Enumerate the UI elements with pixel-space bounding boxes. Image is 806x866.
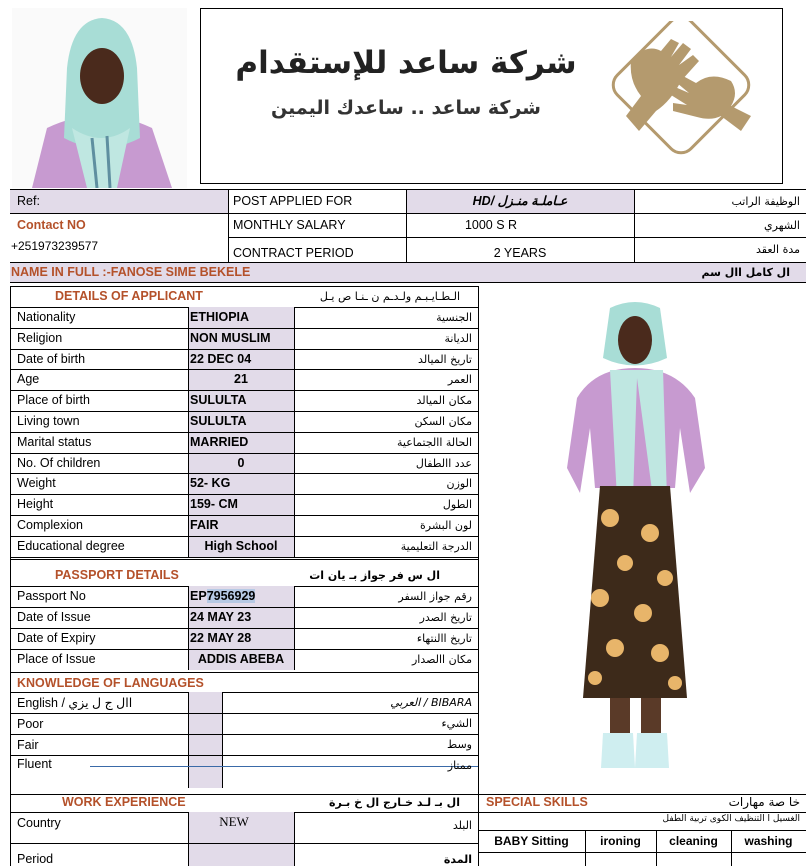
applicant-row-label-ar: مكان السكن [414, 415, 472, 428]
passport-row-label-ar: رقم جواز السفر [398, 590, 472, 603]
applicant-section-title: DETAILS OF APPLICANT [55, 289, 203, 303]
passport-row-value: ADDIS ABEBA [197, 652, 285, 666]
post-value: HD/ عـاملـة منـزل [472, 194, 568, 208]
applicant-row-label: Religion [17, 330, 63, 345]
applicant-row [10, 432, 478, 453]
skills-header-ar: الغسيل ا التنظيف الكوى تربية الطفل [662, 814, 800, 824]
salary-value: 1000 S R [464, 218, 518, 232]
applicant-row-label-ar: الديانة [444, 331, 472, 345]
applicant-row-label-ar: الوزن [446, 477, 472, 491]
passport-number-selected: 7956929 [206, 589, 256, 603]
applicant-row [10, 515, 478, 536]
passport-row-value: 24 MAY 23 [190, 610, 252, 624]
salary-label: MONTHLY SALARY [233, 218, 346, 232]
skill-baby-sitting: BABY Sitting [494, 834, 569, 848]
passport-row-label: Passport No [17, 589, 86, 603]
applicant-headshot-photo [12, 8, 187, 188]
applicant-row-label-ar: الجنسية [436, 311, 472, 324]
skill-ironing: ironing [600, 834, 641, 848]
work-experience-table [10, 812, 478, 866]
applicant-row-value: High School [204, 538, 278, 553]
applicant-row-value: 22 DEC 04 [190, 351, 252, 366]
applicant-row [10, 328, 478, 349]
skills-section-title: SPECIAL SKILLS [486, 795, 588, 809]
english-label: English / اال ج ل يزي [17, 696, 133, 710]
applicant-row [10, 369, 478, 390]
skills-table [478, 830, 806, 866]
passport-number-prefix: EP [190, 589, 207, 603]
applicant-row [10, 349, 478, 370]
applicant-row-label-ar: الطول [442, 498, 472, 512]
applicant-row-value: 21 [234, 372, 248, 387]
applicant-row-label: Weight [17, 476, 56, 491]
languages-table [10, 692, 478, 788]
applicant-row [10, 453, 478, 474]
applicant-row-value: 159- CM [190, 497, 238, 512]
contract-value: 2 YEARS [493, 246, 547, 260]
country-label: Country [17, 816, 61, 830]
applicant-row-label-ar: لون البشرة [420, 519, 472, 532]
applicant-row-label: Place of birth [17, 393, 90, 408]
applicant-row-value: FAIR [190, 518, 219, 532]
helping-hands-icon [601, 21, 761, 171]
applicant-row-label-ar: عدد االطفال [415, 456, 472, 470]
applicant-row-label: Height [17, 497, 54, 512]
contract-label: CONTRACT PERIOD [233, 246, 354, 260]
applicant-row-label: Nationality [17, 310, 76, 324]
contact-label: Contact NO [17, 218, 86, 232]
applicant-section-title-ar: الـطـايـبـم ولـدـم ن ـنـا ص يـل [319, 290, 460, 303]
applicant-row-value: ETHIOPIA [190, 310, 250, 324]
passport-row [10, 628, 478, 649]
language-level-label-ar: الشيء [441, 717, 472, 730]
period-label-ar: المدة [443, 853, 472, 866]
passport-row-label-ar: تاريخ الصدر [419, 611, 472, 624]
passport-number [190, 590, 255, 603]
languages-section-title: KNOWLEDGE OF LANGUAGES [17, 676, 204, 690]
applicant-row-label: No. Of children [17, 455, 101, 470]
applicant-row-label-ar: الدرجة التعليمية [400, 539, 472, 553]
applicant-row [10, 411, 478, 432]
post-label-ar: الوظيفة الراتب [731, 195, 800, 208]
company-slogan: شركة ساعد .. ساعدك اليمين [271, 97, 541, 119]
applicant-row-label-ar: تاريخ الميالد [418, 352, 472, 366]
language-level-row [10, 713, 478, 734]
passport-row-label: Date of Issue [17, 610, 91, 624]
applicant-row-value: SULULTA [190, 414, 247, 428]
applicant-row [10, 536, 478, 557]
applicant-row-label: Marital status [17, 434, 92, 449]
passport-row [10, 586, 478, 607]
language-level-label-ar: وسط [447, 738, 472, 751]
language-level-label: Poor [17, 717, 44, 731]
language-level-label: Fair [17, 738, 39, 752]
passport-row [10, 649, 478, 670]
passport-section-title-ar: ال س فر جواز بـ يان ات [309, 569, 440, 582]
applicant-row-label: Living town [17, 414, 80, 428]
applicant-row [10, 473, 478, 494]
salary-label-ar: الشهري [764, 219, 800, 232]
post-label: POST APPLIED FOR [233, 194, 353, 208]
applicant-row-value: MARRIED [190, 434, 249, 449]
applicant-row [10, 390, 478, 411]
applicant-row-label: Complexion [17, 518, 84, 532]
company-name: شركة ساعد للإستقدام [235, 45, 577, 81]
applicant-row-label: Educational degree [17, 538, 125, 553]
passport-row-label-ar: مكان االصدار [411, 653, 472, 666]
country-label-ar: البلد [452, 819, 472, 832]
skill-washing: washing [744, 834, 793, 848]
applicant-row-value: 52- KG [190, 476, 231, 491]
applicant-row [10, 494, 478, 515]
applicant-row-value: 0 [237, 455, 245, 470]
full-name-ar: ال كامل اال سم [701, 266, 790, 279]
passport-row-label: Place of Issue [17, 652, 96, 666]
work-section-title: WORK EXPERIENCE [62, 795, 186, 809]
ref-label: Ref: [17, 194, 40, 208]
language-level-row [10, 755, 478, 776]
language-level-row [10, 734, 478, 755]
applicant-full-body-photo [555, 298, 715, 778]
country-value: NEW [219, 814, 249, 829]
passport-section-title: PASSPORT DETAILS [55, 568, 179, 582]
applicant-row-label: Date of birth [17, 351, 86, 366]
passport-row-label-ar: تاريخ االنتهاء [416, 632, 472, 645]
full-name: NAME IN FULL :-FANOSE SIME BEKELE [11, 265, 251, 279]
arabic-label: BIBARA / العربي [390, 696, 472, 709]
applicant-row-value: SULULTA [190, 393, 247, 408]
period-label: Period [17, 852, 54, 866]
company-logo-box [200, 8, 783, 184]
work-section-title-ar: ال بـ لـد خـارج ال خ بـرة [329, 796, 460, 809]
skills-section-title-ar: خا صة مهارات [728, 795, 800, 809]
contract-label-ar: مدة العقد [756, 243, 800, 256]
language-level-label: Fluent [17, 757, 52, 771]
applicant-row-label-ar: مكان الميالد [416, 394, 472, 408]
applicant-row-label-ar: العمر [447, 373, 472, 387]
passport-row [10, 607, 478, 628]
applicant-row [10, 307, 478, 328]
contact-value: +251973239577 [11, 239, 99, 253]
language-level-label-ar: ممتاز [447, 759, 472, 772]
applicant-row-label-ar: الحالة االجتماعية [397, 435, 472, 449]
passport-row-value: 22 MAY 28 [190, 631, 252, 645]
passport-row-label: Date of Expiry [17, 631, 96, 645]
applicant-row-value: NON MUSLIM [190, 330, 271, 345]
skill-cleaning: cleaning [669, 834, 718, 848]
applicant-row-label: Age [17, 372, 40, 387]
